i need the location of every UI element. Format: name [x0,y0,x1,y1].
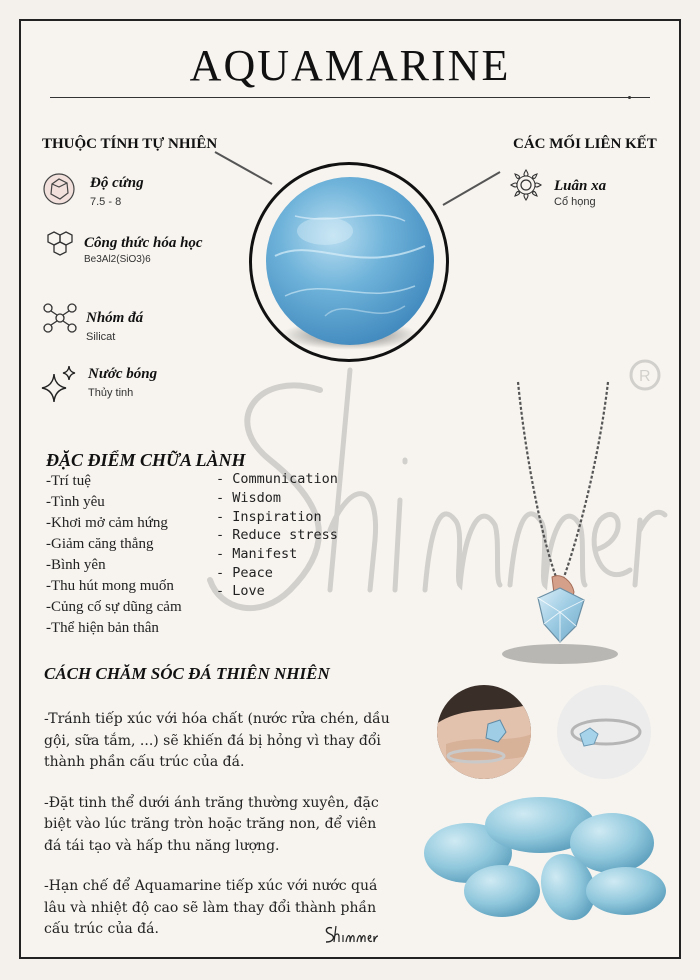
natural-properties-heading: THUỘC TÍNH TỰ NHIÊN [42,136,218,152]
chakra-value: Cổ họng [554,196,596,208]
stone-group-label: Nhóm đá [86,310,144,326]
hardness-label: Độ cứng [90,175,144,191]
molecule-cluster-icon [42,300,78,336]
formula-label: Công thức hóa học [84,235,203,251]
luster-label: Nước bóng [88,366,158,382]
hardness-value: 7.5 - 8 [90,196,122,208]
healing-en-item: - Peace [216,565,273,581]
ring-on-hand-image [436,684,532,780]
healing-vi-item: -Giảm căng thẳng [46,536,154,552]
healing-vi-item: -Củng cố sự dũng cảm [46,599,182,615]
healing-vi-item: -Thể hiện bản thân [46,620,159,636]
care-heading: CÁCH CHĂM SÓC ĐÁ THIÊN NHIÊN [44,664,330,683]
healing-en-item: - Reduce stress [216,527,338,543]
care-paragraph: -Hạn chế để Aquamarine tiếp xúc với nước quá lâu và nhiệt độ cao sẽ làm thay đổi thành phần cấu trúc của đá. [44,878,378,937]
healing-en-item: - Manifest [216,546,298,562]
svg-text:R: R [639,368,651,385]
healing-vi-item: -Tình yêu [46,494,105,510]
tumbled-aquamarine-stones-image [420,795,670,925]
care-paragraph: -Đặt tinh thể dưới ánh trăng thường xuyên, đặc biệt vào lúc trăng tròn hoặc trăng non, để viên đá tái tạo và hấp thu năng lượng. [44,794,379,854]
lotus-chakra-icon [509,168,543,202]
aquamarine-necklace-image [490,372,630,672]
healing-vi-item: -Trí tuệ [46,473,91,489]
shimmer-footer-logo [322,922,380,950]
luster-value: Thủy tinh [88,387,134,399]
healing-vi-item: -Thu hút mong muốn [46,578,174,594]
healing-vi-item: -Khơi mở cảm hứng [46,515,168,531]
connections-heading: CÁC MỐI LIÊN KẾT [513,136,657,152]
healing-en-item: - Wisdom [216,490,282,506]
page-title: AQUAMARINE [189,41,511,90]
care-paragraph: -Tránh tiếp xúc với hóa chất (nước rửa chén, dầu gội, sữa tắm, ...) sẽ khiến đá bị hỏng vì thay đổi thành phần cấu trúc của đá. [44,711,390,770]
healing-en-item: - Communication [216,471,338,487]
crystal-icon [42,172,76,206]
stone-group-value: Silicat [86,331,116,343]
aquamarine-stone-image [265,176,435,346]
healing-en-item: - Love [216,583,265,599]
healing-heading: ĐẶC ĐIỂM CHỮA LÀNH [46,450,246,470]
formula-value: Be3Al2(SiO3)6 [84,254,151,265]
sparkle-icon [40,364,78,404]
chakra-label: Luân xa [554,178,607,194]
healing-en-item: - Inspiration [216,509,322,525]
hexagon-molecule-icon [42,229,78,261]
ring-product-image [556,684,652,780]
healing-vi-item: -Bình yên [46,557,106,573]
